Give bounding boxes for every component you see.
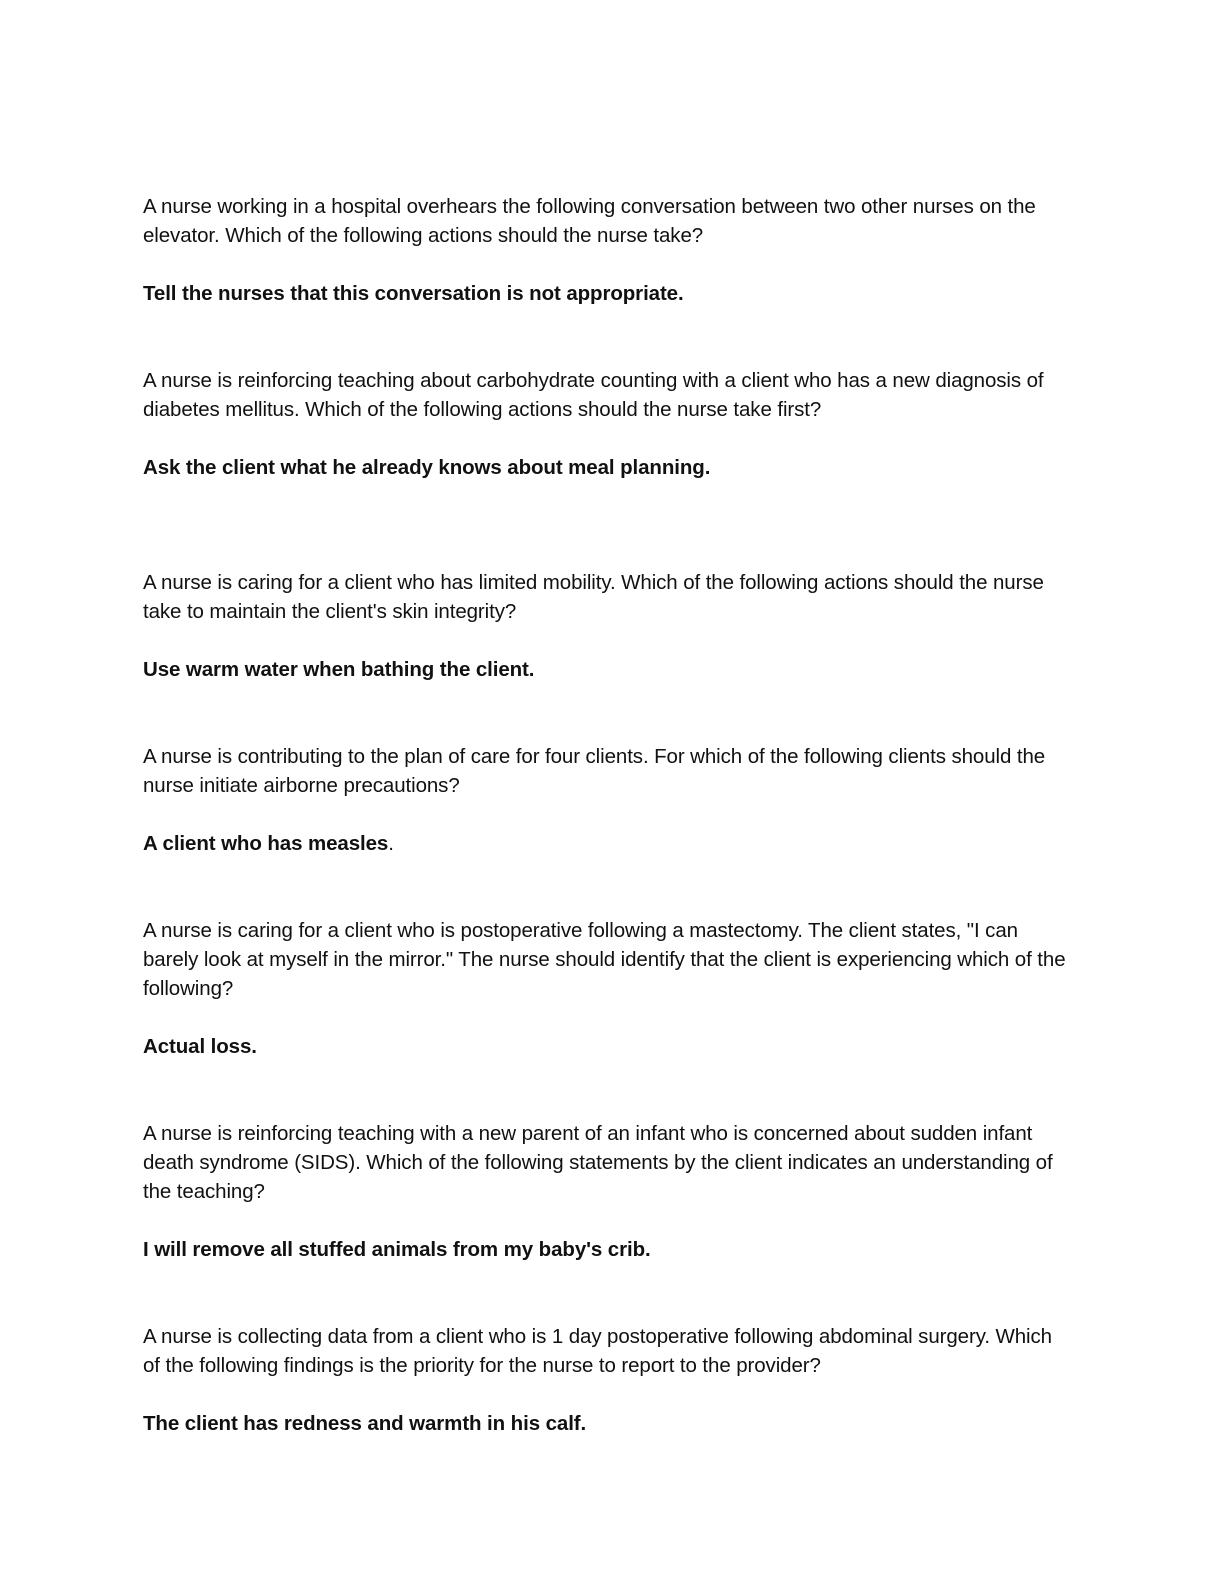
answer-trailing-text: .: [388, 832, 394, 855]
qa-item-2: [143, 366, 1073, 424]
question-text: A nurse is reinforcing teaching about carbohydrate counting with a client who has a new diagnosis of diabetes mellitus. Which of the following actions should the nurse take first?: [143, 369, 1044, 421]
qa-item-3-answer: [143, 655, 1073, 684]
question-text: A nurse is caring for a client who is postoperative following a mastectomy. The client states, "I can barely look at myself in the mirror." The nurse should identify that the client is experiencing which of the following?: [143, 919, 1066, 1000]
answer-text: [143, 655, 1073, 684]
answer-bold-text: Use warm water when bathing the client.: [143, 658, 535, 681]
qa-item-5-answer: [143, 1032, 1073, 1061]
answer-bold-text: Actual loss.: [143, 1035, 257, 1058]
answer-bold-text: Tell the nurses that this conversation is not appropriate.: [143, 282, 684, 305]
answer-text: [143, 1409, 1073, 1438]
answer-bold-text: The client has redness and warmth in his calf.: [143, 1412, 587, 1435]
answer-text: [143, 1235, 1073, 1264]
qa-item-3: [143, 568, 1073, 626]
question-text: A nurse is collecting data from a client who is 1 day postoperative following abdominal surgery. Which of the following findings is the priority for the nurse to report to the provider?: [143, 1325, 1052, 1377]
answer-bold-text: A client who has measles: [143, 832, 389, 855]
question-text: A nurse is reinforcing teaching with a new parent of an infant who is concerned about sudden infant death syndrome (SIDS). Which of the following statements by the client indicates an understanding of the teaching?: [143, 1122, 1053, 1203]
qa-item-4-answer: [143, 829, 1073, 858]
qa-item-4: [143, 742, 1073, 800]
answer-text: [143, 279, 1073, 308]
qa-item-6-answer: [143, 1235, 1073, 1264]
question-text: A nurse is contributing to the plan of care for four clients. For which of the following clients should the nurse initiate airborne precautions?: [143, 745, 1046, 797]
qa-item-5: [143, 916, 1073, 1003]
answer-text: [143, 1032, 1073, 1061]
qa-item-1: [143, 192, 1073, 250]
question-text: A nurse is caring for a client who has limited mobility. Which of the following actions should the nurse take to maintain the client's skin integrity?: [143, 571, 1044, 623]
answer-text: [143, 453, 1073, 482]
qa-item-2-answer: [143, 453, 1073, 482]
qa-item-7-answer: [143, 1409, 1073, 1438]
answer-text: [143, 829, 1073, 858]
answer-bold-text: Ask the client what he already knows about meal planning.: [143, 456, 711, 479]
qa-item-7: [143, 1322, 1073, 1380]
qa-item-1-answer: [143, 279, 1073, 308]
qa-item-6: [143, 1119, 1073, 1206]
answer-bold-text: I will remove all stuffed animals from my baby's crib.: [143, 1238, 651, 1261]
question-text: A nurse working in a hospital overhears the following conversation between two other nurses on the elevator. Which of the following actions should the nurse take?: [143, 195, 1036, 247]
